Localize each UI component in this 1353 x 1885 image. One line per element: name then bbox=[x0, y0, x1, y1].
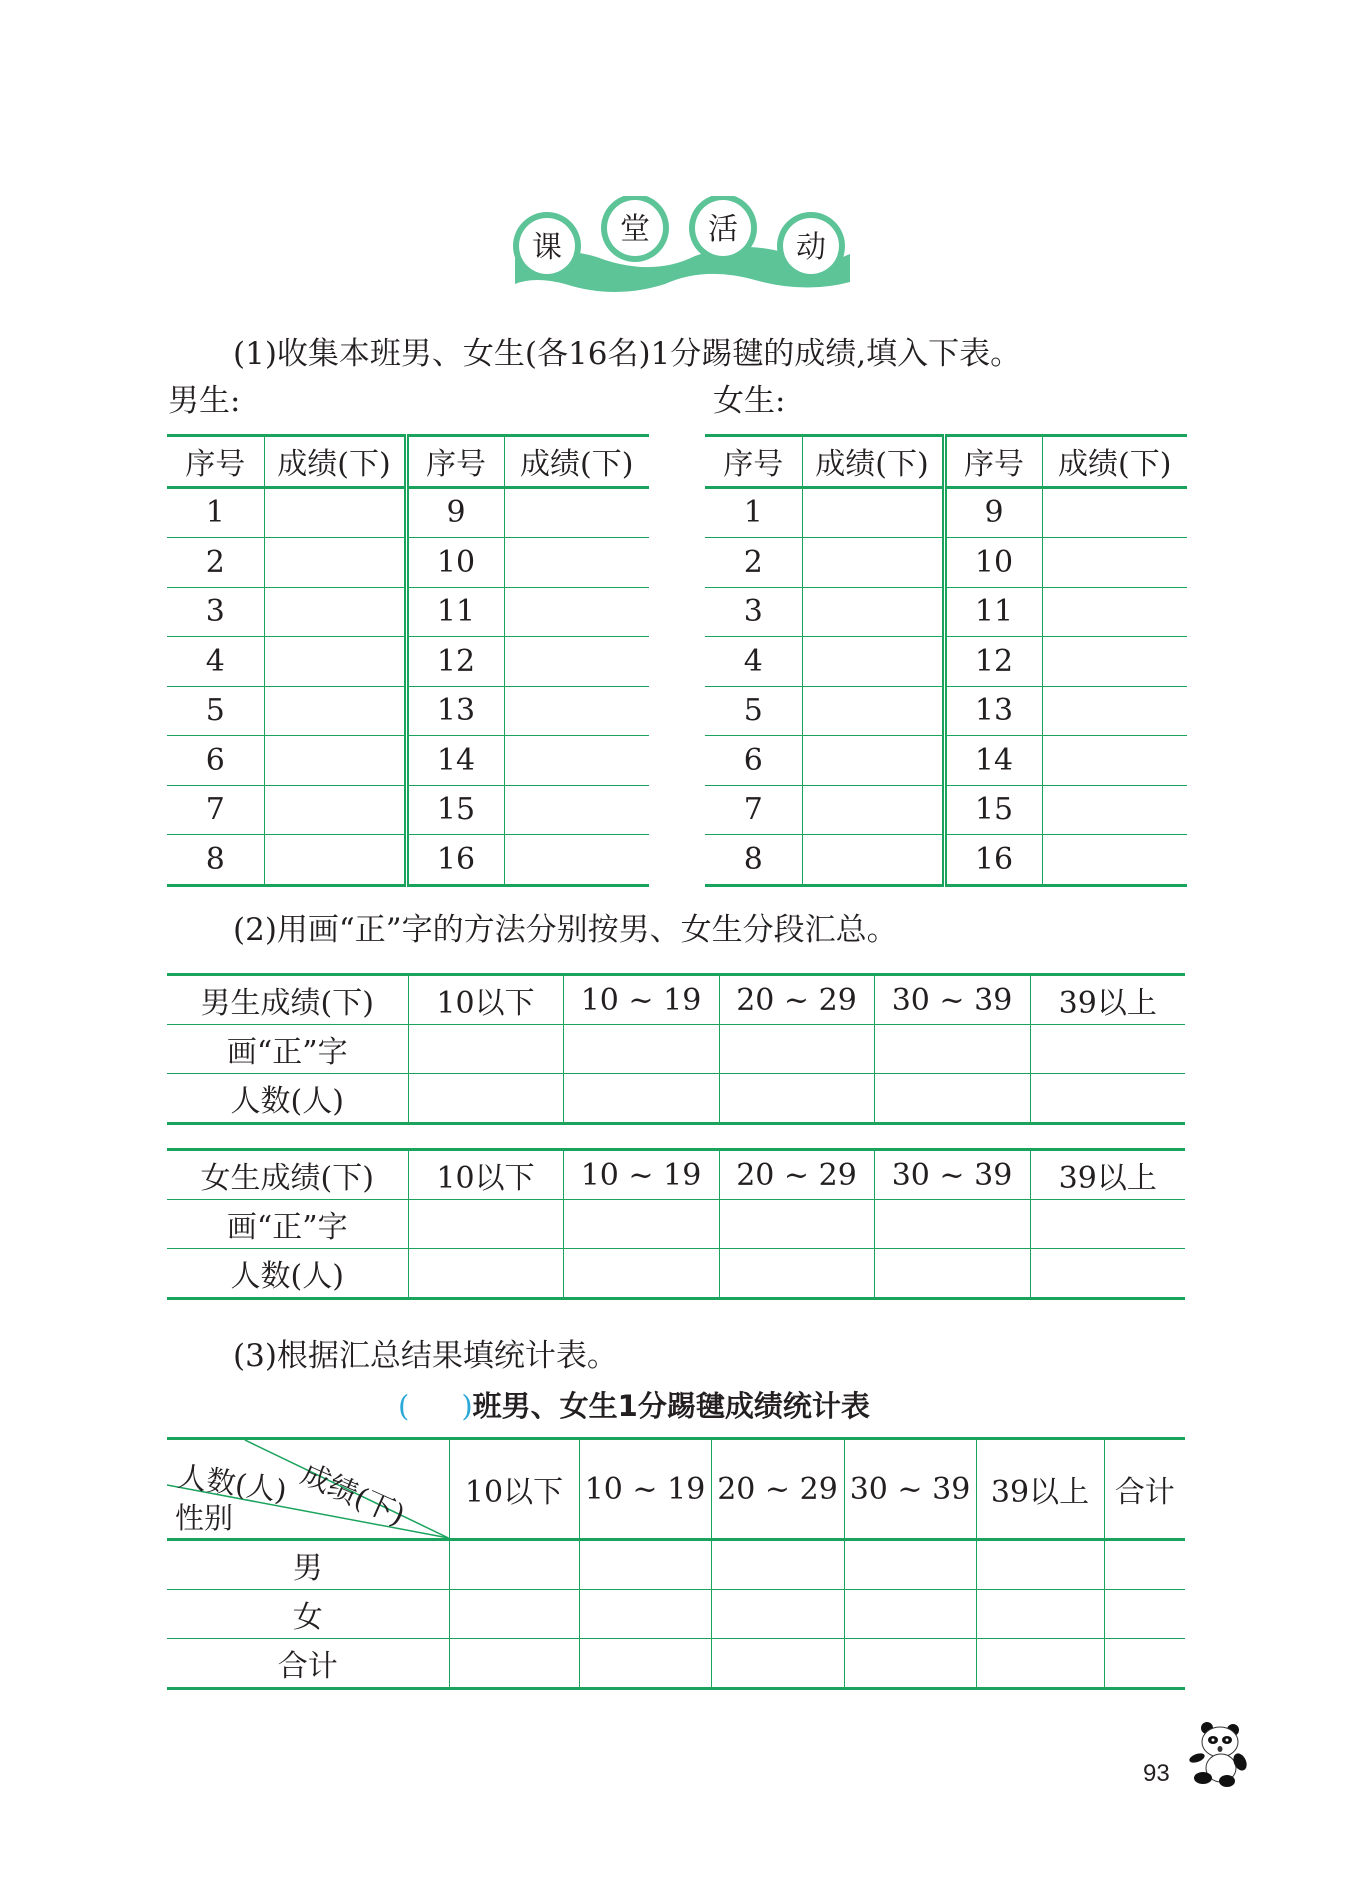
table-row bbox=[167, 1074, 1185, 1124]
stat-cell[interactable] bbox=[449, 1590, 579, 1639]
score-cell[interactable] bbox=[1042, 637, 1187, 687]
table-row bbox=[167, 1249, 1185, 1299]
stat-cell[interactable] bbox=[976, 1540, 1104, 1590]
diag-label-score: 成绩(下) bbox=[296, 1456, 411, 1533]
header-cell: 序号 bbox=[406, 436, 504, 488]
table-row bbox=[167, 1639, 1185, 1689]
serial-cell: 8 bbox=[167, 835, 264, 886]
serial-cell: 13 bbox=[944, 686, 1042, 736]
tally-cell[interactable] bbox=[1030, 1025, 1185, 1074]
column-header: 30 ~ 39 bbox=[844, 1439, 976, 1540]
stat-cell[interactable] bbox=[844, 1540, 976, 1590]
tally-cell[interactable] bbox=[719, 1200, 874, 1249]
stat-cell[interactable] bbox=[1104, 1639, 1185, 1689]
header-cell: 序号 bbox=[167, 436, 264, 488]
table-row bbox=[167, 587, 649, 637]
table-row bbox=[167, 538, 649, 588]
header-cell: 成绩(下) bbox=[504, 436, 649, 488]
score-cell[interactable] bbox=[264, 538, 406, 588]
boys-segment-table bbox=[167, 973, 1185, 1125]
stat-cell[interactable] bbox=[1104, 1540, 1185, 1590]
stat-cell[interactable] bbox=[711, 1639, 844, 1689]
serial-cell: 1 bbox=[167, 487, 264, 538]
score-cell[interactable] bbox=[504, 637, 649, 687]
instruction-2: (2)用画“正”字的方法分别按男、女生分段汇总。 bbox=[233, 912, 898, 948]
count-cell[interactable] bbox=[1030, 1249, 1185, 1299]
banner-char: 活 bbox=[708, 212, 738, 247]
column-header: 10以下 bbox=[449, 1439, 579, 1540]
girls-score-table bbox=[705, 434, 1187, 887]
girls-label: 女生: bbox=[713, 383, 786, 419]
tally-cell[interactable] bbox=[408, 1200, 563, 1249]
row-label: 合计 bbox=[167, 1639, 449, 1689]
stat-cell[interactable] bbox=[449, 1639, 579, 1689]
table-row bbox=[705, 487, 1187, 538]
range-cell: 10以下 bbox=[408, 1150, 563, 1200]
section-banner bbox=[505, 196, 855, 296]
table-row bbox=[705, 538, 1187, 588]
score-cell[interactable] bbox=[1042, 538, 1187, 588]
banner-char: 课 bbox=[532, 230, 562, 265]
diagonal-header-cell bbox=[167, 1439, 449, 1540]
table-row bbox=[705, 785, 1187, 835]
stat-table-title bbox=[398, 1384, 870, 1425]
tally-cell[interactable] bbox=[563, 1025, 719, 1074]
score-cell[interactable] bbox=[264, 785, 406, 835]
table-header-row bbox=[167, 436, 649, 488]
serial-cell: 7 bbox=[167, 785, 264, 835]
range-cell: 39以上 bbox=[1030, 1150, 1185, 1200]
table-row bbox=[705, 637, 1187, 687]
header-cell: 成绩(下) bbox=[802, 436, 944, 488]
serial-cell: 9 bbox=[406, 487, 504, 538]
table-row bbox=[167, 1025, 1185, 1074]
table-row bbox=[167, 686, 649, 736]
table-row bbox=[705, 686, 1187, 736]
table-row bbox=[167, 1200, 1185, 1249]
range-cell: 10 ~ 19 bbox=[563, 975, 719, 1025]
table-row bbox=[167, 736, 649, 786]
serial-cell: 6 bbox=[705, 736, 802, 786]
score-cell[interactable] bbox=[504, 538, 649, 588]
score-cell[interactable] bbox=[504, 487, 649, 538]
stat-cell[interactable] bbox=[844, 1590, 976, 1639]
page-number: 93 bbox=[1143, 1760, 1170, 1787]
score-cell[interactable] bbox=[802, 686, 944, 736]
score-cell[interactable] bbox=[1042, 487, 1187, 538]
score-cell[interactable] bbox=[264, 637, 406, 687]
score-cell[interactable] bbox=[1042, 835, 1187, 886]
serial-cell: 15 bbox=[406, 785, 504, 835]
table-header-row bbox=[167, 1439, 1185, 1540]
score-cell[interactable] bbox=[504, 686, 649, 736]
row-label: 男 bbox=[167, 1540, 449, 1590]
header-cell: 序号 bbox=[705, 436, 802, 488]
serial-cell: 3 bbox=[705, 587, 802, 637]
count-cell[interactable] bbox=[1030, 1074, 1185, 1124]
table-row bbox=[167, 1590, 1185, 1639]
instruction-3: (3)根据汇总结果填统计表。 bbox=[233, 1338, 618, 1374]
stat-cell[interactable] bbox=[844, 1639, 976, 1689]
banner-flower-1 bbox=[513, 212, 581, 280]
banner-char: 堂 bbox=[620, 212, 650, 247]
range-cell: 10 ~ 19 bbox=[563, 1150, 719, 1200]
stat-cell[interactable] bbox=[579, 1540, 711, 1590]
column-header: 20 ~ 29 bbox=[711, 1439, 844, 1540]
serial-cell: 11 bbox=[406, 587, 504, 637]
serial-cell: 14 bbox=[406, 736, 504, 786]
stat-cell[interactable] bbox=[579, 1590, 711, 1639]
header-cell: 序号 bbox=[944, 436, 1042, 488]
score-cell[interactable] bbox=[802, 835, 944, 886]
score-cell[interactable] bbox=[264, 487, 406, 538]
tally-cell[interactable] bbox=[719, 1025, 874, 1074]
table-row bbox=[705, 835, 1187, 886]
row-header: 女生成绩(下) bbox=[167, 1150, 408, 1200]
score-cell[interactable] bbox=[504, 736, 649, 786]
count-cell[interactable] bbox=[719, 1249, 874, 1299]
column-header: 合计 bbox=[1104, 1439, 1185, 1540]
boys-label: 男生: bbox=[168, 383, 241, 419]
score-cell[interactable] bbox=[802, 538, 944, 588]
row-label: 画“正”字 bbox=[167, 1200, 408, 1249]
serial-cell: 7 bbox=[705, 785, 802, 835]
count-cell[interactable] bbox=[563, 1074, 719, 1124]
serial-cell: 16 bbox=[944, 835, 1042, 886]
score-cell[interactable] bbox=[1042, 785, 1187, 835]
serial-cell: 1 bbox=[705, 487, 802, 538]
serial-cell: 10 bbox=[944, 538, 1042, 588]
score-cell[interactable] bbox=[504, 785, 649, 835]
count-cell[interactable] bbox=[719, 1074, 874, 1124]
instruction-1: (1)收集本班男、女生(各16名)1分踢毽的成绩,填入下表。 bbox=[233, 336, 1022, 372]
row-label: 人数(人) bbox=[167, 1249, 408, 1299]
range-cell: 30 ~ 39 bbox=[874, 975, 1030, 1025]
statistics-table bbox=[167, 1437, 1185, 1690]
range-cell: 20 ~ 29 bbox=[719, 1150, 874, 1200]
score-cell[interactable] bbox=[504, 835, 649, 886]
serial-cell: 11 bbox=[944, 587, 1042, 637]
count-cell[interactable] bbox=[408, 1074, 563, 1124]
banner-flower-4 bbox=[777, 212, 845, 280]
column-header: 39以上 bbox=[976, 1439, 1104, 1540]
row-header: 男生成绩(下) bbox=[167, 975, 408, 1025]
header-cell: 成绩(下) bbox=[1042, 436, 1187, 488]
count-cell[interactable] bbox=[874, 1249, 1030, 1299]
count-cell[interactable] bbox=[408, 1249, 563, 1299]
table-row bbox=[705, 736, 1187, 786]
boys-score-table bbox=[167, 434, 649, 887]
count-cell[interactable] bbox=[874, 1074, 1030, 1124]
range-cell: 39以上 bbox=[1030, 975, 1185, 1025]
score-cell[interactable] bbox=[1042, 686, 1187, 736]
tally-cell[interactable] bbox=[874, 1200, 1030, 1249]
serial-cell: 3 bbox=[167, 587, 264, 637]
class-blank-paren-open: ( bbox=[398, 1389, 410, 1423]
table-header-row bbox=[705, 436, 1187, 488]
banner-char: 动 bbox=[796, 230, 826, 265]
header-cell: 成绩(下) bbox=[264, 436, 406, 488]
score-cell[interactable] bbox=[802, 587, 944, 637]
score-cell[interactable] bbox=[264, 736, 406, 786]
serial-cell: 2 bbox=[167, 538, 264, 588]
tally-cell[interactable] bbox=[408, 1025, 563, 1074]
tally-cell[interactable] bbox=[563, 1200, 719, 1249]
title-text: 班男、女生1分踢毽成绩统计表 bbox=[472, 1389, 870, 1423]
score-cell[interactable] bbox=[1042, 736, 1187, 786]
tally-cell[interactable] bbox=[874, 1025, 1030, 1074]
banner-flower-3 bbox=[689, 196, 757, 262]
banner-graphic bbox=[505, 196, 855, 296]
serial-cell: 4 bbox=[167, 637, 264, 687]
score-cell[interactable] bbox=[264, 686, 406, 736]
serial-cell: 5 bbox=[167, 686, 264, 736]
diag-label-count: 人数(人) bbox=[175, 1458, 289, 1508]
table-header-row bbox=[167, 975, 1185, 1025]
table-row bbox=[705, 587, 1187, 637]
serial-cell: 2 bbox=[705, 538, 802, 588]
column-header: 10 ~ 19 bbox=[579, 1439, 711, 1540]
serial-cell: 5 bbox=[705, 686, 802, 736]
stat-cell[interactable] bbox=[711, 1540, 844, 1590]
panda-icon bbox=[1185, 1718, 1250, 1788]
stat-cell[interactable] bbox=[449, 1540, 579, 1590]
score-cell[interactable] bbox=[802, 637, 944, 687]
banner-flower-2 bbox=[601, 196, 669, 262]
range-cell: 10以下 bbox=[408, 975, 563, 1025]
row-label: 女 bbox=[167, 1590, 449, 1639]
table-row bbox=[167, 1540, 1185, 1590]
table-row bbox=[167, 487, 649, 538]
serial-cell: 10 bbox=[406, 538, 504, 588]
score-cell[interactable] bbox=[504, 587, 649, 637]
class-blank-paren-close: ) bbox=[461, 1389, 473, 1423]
table-row bbox=[167, 637, 649, 687]
diag-label-gender: 性别 bbox=[175, 1501, 234, 1535]
serial-cell: 14 bbox=[944, 736, 1042, 786]
row-label: 画“正”字 bbox=[167, 1025, 408, 1074]
score-cell[interactable] bbox=[802, 487, 944, 538]
serial-cell: 9 bbox=[944, 487, 1042, 538]
count-cell[interactable] bbox=[563, 1249, 719, 1299]
stat-cell[interactable] bbox=[579, 1639, 711, 1689]
serial-cell: 8 bbox=[705, 835, 802, 886]
serial-cell: 4 bbox=[705, 637, 802, 687]
tally-cell[interactable] bbox=[1030, 1200, 1185, 1249]
score-cell[interactable] bbox=[264, 835, 406, 886]
serial-cell: 6 bbox=[167, 736, 264, 786]
stat-cell[interactable] bbox=[711, 1590, 844, 1639]
girls-segment-table bbox=[167, 1148, 1185, 1300]
range-cell: 20 ~ 29 bbox=[719, 975, 874, 1025]
score-cell[interactable] bbox=[802, 736, 944, 786]
serial-cell: 12 bbox=[406, 637, 504, 687]
table-header-row bbox=[167, 1150, 1185, 1200]
serial-cell: 13 bbox=[406, 686, 504, 736]
score-cell[interactable] bbox=[264, 587, 406, 637]
table-row bbox=[167, 785, 649, 835]
table-row bbox=[167, 835, 649, 886]
serial-cell: 15 bbox=[944, 785, 1042, 835]
score-cell[interactable] bbox=[802, 785, 944, 835]
row-label: 人数(人) bbox=[167, 1074, 408, 1124]
range-cell: 30 ~ 39 bbox=[874, 1150, 1030, 1200]
stat-cell[interactable] bbox=[976, 1639, 1104, 1689]
stat-cell[interactable] bbox=[1104, 1590, 1185, 1639]
score-cell[interactable] bbox=[1042, 587, 1187, 637]
stat-cell[interactable] bbox=[976, 1590, 1104, 1639]
serial-cell: 16 bbox=[406, 835, 504, 886]
serial-cell: 12 bbox=[944, 637, 1042, 687]
